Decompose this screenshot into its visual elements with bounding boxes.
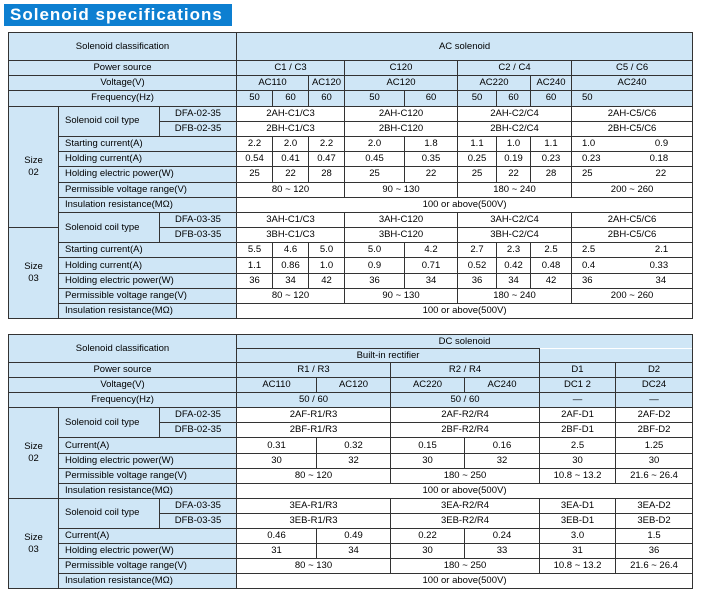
coil-type-cell: 3BH-C2/C4 <box>458 228 572 243</box>
permissible-voltage-label: Permissible voltage range(V) <box>59 288 237 303</box>
voltage-cell: AC220 <box>391 378 465 393</box>
range-cell: 200 ~ 260 <box>572 182 693 197</box>
voltage-cell: AC240 <box>531 76 572 91</box>
starting-current-label: Starting current(A) <box>59 243 237 258</box>
value-cell: 3.0 <box>540 529 616 544</box>
value-cell: 0.54 <box>237 152 273 167</box>
value-cell: 0.16 <box>465 438 540 453</box>
dfa-label: DFA-02-35 <box>160 106 237 121</box>
range-cell: 80 ~ 130 <box>237 559 391 574</box>
voltage-cell: AC120 <box>345 76 458 91</box>
value-cell: 32 <box>465 453 540 468</box>
power-source-cell: R2 / R4 <box>391 363 540 378</box>
value-cell: 0.22 <box>391 529 465 544</box>
dfa-label: DFA-03-35 <box>160 212 237 227</box>
value-cell: 0.9 <box>654 138 669 150</box>
holding-current-label: Holding current(A) <box>59 258 237 273</box>
value-cell: 1.0 <box>497 136 531 151</box>
range-cell: 180 ~ 250 <box>391 559 540 574</box>
classification-label: Solenoid classification <box>9 335 237 363</box>
coil-type-cell: 2AF-R1/R3 <box>237 408 391 423</box>
classification-label: Solenoid classification <box>9 33 237 61</box>
value-cell: 0.4 <box>582 259 596 271</box>
value-cell: 31 <box>540 544 616 559</box>
coil-type-cell: 2AF-R2/R4 <box>391 408 540 423</box>
power-source-cell: C1 / C3 <box>237 61 345 76</box>
value-cell <box>572 152 693 167</box>
value-cell: 2.0 <box>345 136 405 151</box>
value-cell: 0.24 <box>465 529 540 544</box>
value-cell: 0.48 <box>531 258 572 273</box>
value-cell: 34 <box>317 544 391 559</box>
value-cell: 2.3 <box>497 243 531 258</box>
size-02-label: Size 02 <box>9 106 59 228</box>
coil-type-cell: 3AH-C1/C3 <box>237 212 345 227</box>
coil-type-cell: 3EA-D1 <box>540 498 616 513</box>
frequency-cell: 50 <box>458 91 497 106</box>
value-cell: 2.7 <box>458 243 497 258</box>
value-cell: 34 <box>405 273 458 288</box>
value-cell <box>572 258 693 273</box>
power-source-label: Power source <box>9 61 237 76</box>
value-cell: 0.35 <box>405 152 458 167</box>
coil-type-cell: 3BH-C120 <box>345 228 458 243</box>
power-source-cell: C2 / C4 <box>458 61 572 76</box>
solenoid-type-header: AC solenoid <box>237 33 693 61</box>
voltage-cell: AC240 <box>572 76 693 91</box>
value-cell: 33 <box>465 544 540 559</box>
coil-type-cell: 2BH-C5/C6 <box>572 121 693 136</box>
value-cell: 30 <box>237 453 317 468</box>
insulation-cell: 100 or above(500V) <box>237 304 693 319</box>
coil-type-cell: 3EB-D2 <box>616 513 693 528</box>
power-source-cell: R1 / R3 <box>237 363 391 378</box>
coil-type-label: Solenoid coil type <box>59 408 160 438</box>
range-cell: 90 ~ 130 <box>345 182 458 197</box>
value-cell <box>572 167 693 182</box>
range-cell: 21.6 ~ 26.4 <box>616 468 693 483</box>
frequency-cell: 60 <box>273 91 309 106</box>
value-cell: 0.25 <box>458 152 497 167</box>
dfb-label: DFB-02-35 <box>160 423 237 438</box>
insulation-label: Insulation resistance(MΩ) <box>59 483 237 498</box>
holding-current-label: Holding current(A) <box>59 152 237 167</box>
permissible-voltage-label: Permissible voltage range(V) <box>59 468 237 483</box>
value-cell: 28 <box>531 167 572 182</box>
value-cell: 2.1 <box>654 244 669 256</box>
value-cell: 1.5 <box>616 529 693 544</box>
section-heading: Solenoid specifications <box>4 4 232 26</box>
value-cell: 0.19 <box>497 152 531 167</box>
insulation-label: Insulation resistance(MΩ) <box>59 304 237 319</box>
dfb-label: DFB-03-35 <box>160 228 237 243</box>
value-cell: 0.15 <box>391 438 465 453</box>
frequency-label: Frequency(Hz) <box>9 393 237 408</box>
frequency-cell: 50 / 60 <box>237 393 391 408</box>
dfa-label: DFA-03-35 <box>160 498 237 513</box>
range-cell: 90 ~ 130 <box>345 288 458 303</box>
value-cell: 22 <box>655 168 667 180</box>
value-cell: 0.18 <box>649 153 669 165</box>
frequency-cell: 50 <box>572 91 693 106</box>
current-label: Current(A) <box>59 529 237 544</box>
coil-type-cell: 2AF-D1 <box>540 408 616 423</box>
coil-type-cell: 3AH-C120 <box>345 212 458 227</box>
value-cell: 0.52 <box>458 258 497 273</box>
coil-type-cell: 2BF-D2 <box>616 423 693 438</box>
holding-power-label: Holding electric power(W) <box>59 167 237 182</box>
range-cell: 180 ~ 240 <box>458 288 572 303</box>
coil-type-cell: 2AH-C120 <box>345 106 458 121</box>
value-cell: 1.1 <box>531 136 572 151</box>
power-source-cell: D2 <box>616 363 693 378</box>
coil-type-cell: 3EA-R2/R4 <box>391 498 540 513</box>
power-source-cell: D1 <box>540 363 616 378</box>
frequency-cell: 50 <box>237 91 273 106</box>
coil-type-cell: 2AF-D2 <box>616 408 693 423</box>
value-cell: 5.5 <box>237 243 273 258</box>
value-cell: 34 <box>497 273 531 288</box>
value-cell: 0.9 <box>345 258 405 273</box>
value-cell: 0.86 <box>273 258 309 273</box>
value-cell: 0.23 <box>582 153 601 165</box>
coil-type-cell: 3EA-R1/R3 <box>237 498 391 513</box>
value-cell: 1.1 <box>237 258 273 273</box>
dc-solenoid-table <box>8 334 693 589</box>
value-cell: 25 <box>582 168 593 180</box>
value-cell: 42 <box>309 273 345 288</box>
value-cell: 2.5 <box>531 243 572 258</box>
permissible-voltage-label: Permissible voltage range(V) <box>59 182 237 197</box>
voltage-cell: DC1 2 <box>540 378 616 393</box>
value-cell: 32 <box>317 453 391 468</box>
value-cell: 0.71 <box>405 258 458 273</box>
insulation-cell: 100 or above(500V) <box>237 574 693 589</box>
voltage-label: Voltage(V) <box>9 76 237 91</box>
value-cell <box>572 136 693 151</box>
frequency-cell: 60 <box>405 91 458 106</box>
frequency-cell: — <box>616 393 693 408</box>
value-cell: 25 <box>345 167 405 182</box>
value-cell: 5.0 <box>345 243 405 258</box>
value-cell: 25 <box>237 167 273 182</box>
value-cell: 36 <box>582 274 593 286</box>
coil-type-cell: 2AH-C1/C3 <box>237 106 345 121</box>
coil-type-cell: 3BH-C1/C3 <box>237 228 345 243</box>
frequency-label: Frequency(Hz) <box>9 91 237 106</box>
insulation-label: Insulation resistance(MΩ) <box>59 574 237 589</box>
value-cell: 0.47 <box>309 152 345 167</box>
size-03-label: Size 03 <box>9 228 59 319</box>
value-cell: 34 <box>655 274 667 286</box>
starting-current-label: Starting current(A) <box>59 136 237 151</box>
value-cell: 4.2 <box>405 243 458 258</box>
range-cell: 180 ~ 250 <box>391 468 540 483</box>
value-cell: 0.33 <box>649 259 669 271</box>
value-cell: 22 <box>497 167 531 182</box>
voltage-cell: AC240 <box>465 378 540 393</box>
value-cell: 42 <box>531 273 572 288</box>
value-cell: 30 <box>391 453 465 468</box>
size-02-label: Size 02 <box>9 408 59 499</box>
coil-type-cell: 2BH-C2/C4 <box>458 121 572 136</box>
value-cell <box>572 273 693 288</box>
coil-type-cell: 2BH-C5/C6 <box>572 228 693 243</box>
coil-type-cell: 2BF-R2/R4 <box>391 423 540 438</box>
value-cell: 30 <box>616 453 693 468</box>
value-cell: 0.49 <box>317 529 391 544</box>
frequency-cell: 60 <box>497 91 531 106</box>
coil-type-cell: 2BH-C120 <box>345 121 458 136</box>
insulation-cell: 100 or above(500V) <box>237 483 693 498</box>
value-cell: 0.42 <box>497 258 531 273</box>
dfb-label: DFB-02-35 <box>160 121 237 136</box>
coil-type-label: Solenoid coil type <box>59 106 160 136</box>
value-cell: 28 <box>309 167 345 182</box>
value-cell: 0.32 <box>317 438 391 453</box>
range-cell: 80 ~ 120 <box>237 182 345 197</box>
voltage-cell: AC120 <box>309 76 345 91</box>
range-cell: 80 ~ 120 <box>237 288 345 303</box>
voltage-cell: AC110 <box>237 76 309 91</box>
range-cell: 10.8 ~ 13.2 <box>540 468 616 483</box>
range-cell: 21.6 ~ 26.4 <box>616 559 693 574</box>
power-source-cell: C120 <box>345 61 458 76</box>
value-cell: 2.5 <box>540 438 616 453</box>
frequency-cell: 50 / 60 <box>391 393 540 408</box>
solenoid-type-header: DC solenoid <box>237 335 693 349</box>
value-cell: 36 <box>458 273 497 288</box>
rectifier-header-blank <box>540 349 693 363</box>
value-cell: 0.45 <box>345 152 405 167</box>
value-cell: 2.2 <box>237 136 273 151</box>
holding-power-label: Holding electric power(W) <box>59 544 237 559</box>
voltage-cell: AC110 <box>237 378 317 393</box>
rectifier-header: Built-in rectifier <box>237 349 540 363</box>
size-03-label: Size 03 <box>9 498 59 589</box>
value-cell: 31 <box>237 544 317 559</box>
insulation-label: Insulation resistance(MΩ) <box>59 197 237 212</box>
holding-power-label: Holding electric power(W) <box>59 453 237 468</box>
value-cell: 36 <box>237 273 273 288</box>
permissible-voltage-label: Permissible voltage range(V) <box>59 559 237 574</box>
coil-type-cell: 3EA-D2 <box>616 498 693 513</box>
power-source-label: Power source <box>9 363 237 378</box>
frequency-cell: — <box>540 393 616 408</box>
value-cell: 1.1 <box>458 136 497 151</box>
range-cell: 180 ~ 240 <box>458 182 572 197</box>
value-cell: 22 <box>273 167 309 182</box>
value-cell: 1.25 <box>616 438 693 453</box>
value-cell: 0.46 <box>237 529 317 544</box>
ac-solenoid-table <box>8 32 693 319</box>
value-cell: 2.2 <box>309 136 345 151</box>
value-cell: 4.6 <box>273 243 309 258</box>
value-cell: 5.0 <box>309 243 345 258</box>
coil-type-label: Solenoid coil type <box>59 498 160 528</box>
value-cell: 22 <box>405 167 458 182</box>
coil-type-cell: 2BF-R1/R3 <box>237 423 391 438</box>
value-cell: 25 <box>458 167 497 182</box>
value-cell: 30 <box>540 453 616 468</box>
voltage-cell: DC24 <box>616 378 693 393</box>
value-cell: 36 <box>616 544 693 559</box>
range-cell: 200 ~ 260 <box>572 288 693 303</box>
coil-type-cell: 2AH-C5/C6 <box>572 106 693 121</box>
coil-type-cell: 3AH-C2/C4 <box>458 212 572 227</box>
range-cell: 10.8 ~ 13.2 <box>540 559 616 574</box>
dfb-label: DFB-03-35 <box>160 513 237 528</box>
power-source-cell: C5 / C6 <box>572 61 693 76</box>
value-cell: 1.0 <box>309 258 345 273</box>
value-cell: 2.0 <box>273 136 309 151</box>
value-cell: 1.0 <box>582 138 596 150</box>
value-cell: 2.5 <box>582 244 596 256</box>
coil-type-cell: 2AH-C2/C4 <box>458 106 572 121</box>
frequency-cell: 60 <box>531 91 572 106</box>
value-cell: 36 <box>345 273 405 288</box>
value-cell: 0.41 <box>273 152 309 167</box>
frequency-cell: 50 <box>345 91 405 106</box>
value-cell: 30 <box>391 544 465 559</box>
holding-power-label: Holding electric power(W) <box>59 273 237 288</box>
insulation-cell: 100 or above(500V) <box>237 197 693 212</box>
coil-type-label: Solenoid coil type <box>59 212 160 242</box>
coil-type-cell: 3EB-R1/R3 <box>237 513 391 528</box>
voltage-cell: AC220 <box>458 76 531 91</box>
frequency-cell: 60 <box>309 91 345 106</box>
coil-type-cell: 3EB-R2/R4 <box>391 513 540 528</box>
dfa-label: DFA-02-35 <box>160 408 237 423</box>
current-label: Current(A) <box>59 438 237 453</box>
value-cell: 34 <box>273 273 309 288</box>
coil-type-cell: 2BF-D1 <box>540 423 616 438</box>
voltage-cell: AC120 <box>317 378 391 393</box>
coil-type-cell: 2AH-C5/C6 <box>572 212 693 227</box>
range-cell: 80 ~ 120 <box>237 468 391 483</box>
coil-type-cell: 3EB-D1 <box>540 513 616 528</box>
voltage-label: Voltage(V) <box>9 378 237 393</box>
value-cell: 0.31 <box>237 438 317 453</box>
coil-type-cell: 2BH-C1/C3 <box>237 121 345 136</box>
value-cell: 0.23 <box>531 152 572 167</box>
value-cell: 1.8 <box>405 136 458 151</box>
value-cell <box>572 243 693 258</box>
